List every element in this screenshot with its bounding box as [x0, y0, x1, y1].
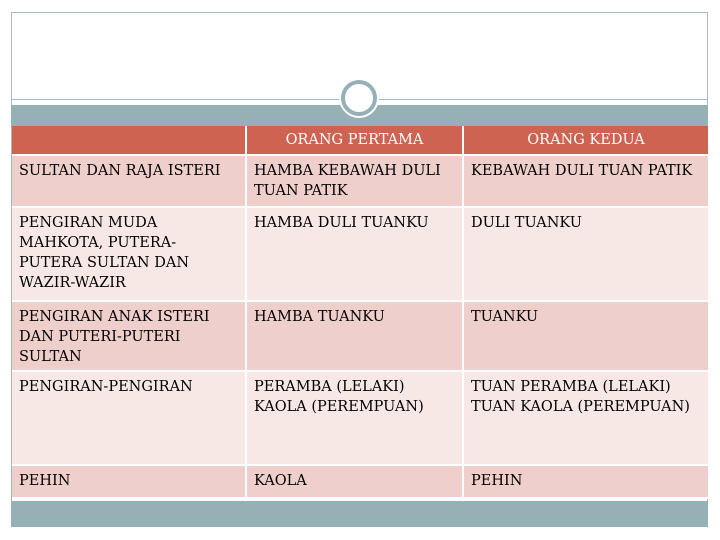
first-person-cell: HAMBA TUANKU — [246, 301, 463, 371]
first-person-cell: HAMBA KEBAWAH DULI TUAN PATIK — [246, 155, 463, 207]
rank-cell: PEHIN — [12, 465, 246, 498]
first-person-cell: HAMBA DULI TUANKU — [246, 207, 463, 301]
rank-cell: PENGIRAN MUDA MAHKOTA, PUTERA-PUTERA SULTAN DAN WAZIR-WAZIR — [12, 207, 246, 301]
second-person-cell: TUAN PERAMBA (LELAKI) TUAN KAOLA (PEREMPUAN) — [463, 371, 708, 465]
table-row — [12, 155, 708, 207]
rank-cell: PENGIRAN-PENGIRAN — [12, 371, 246, 465]
table-header-row — [12, 126, 708, 155]
bottom-band — [11, 501, 708, 527]
table-row — [12, 301, 708, 371]
header-cell-second-person: ORANG KEDUA — [463, 126, 708, 155]
rank-cell: SULTAN DAN RAJA ISTERI — [12, 155, 246, 207]
table-row — [12, 207, 708, 301]
header-cell-empty — [12, 126, 246, 155]
table-row — [12, 465, 708, 498]
rank-cell: PENGIRAN ANAK ISTERI DAN PUTERI-PUTERI SULTAN — [12, 301, 246, 371]
second-person-cell: TUANKU — [463, 301, 708, 371]
second-person-cell: PEHIN — [463, 465, 708, 498]
circle-ornament-icon — [341, 80, 377, 116]
first-person-cell: PERAMBA (LELAKI) KAOLA (PEREMPUAN) — [246, 371, 463, 465]
table-row — [12, 371, 708, 465]
first-person-cell: KAOLA — [246, 465, 463, 498]
header-cell-first-person: ORANG PERTAMA — [246, 126, 463, 155]
forms-of-address-table — [12, 126, 708, 499]
second-person-cell: DULI TUANKU — [463, 207, 708, 301]
second-person-cell: KEBAWAH DULI TUAN PATIK — [463, 155, 708, 207]
